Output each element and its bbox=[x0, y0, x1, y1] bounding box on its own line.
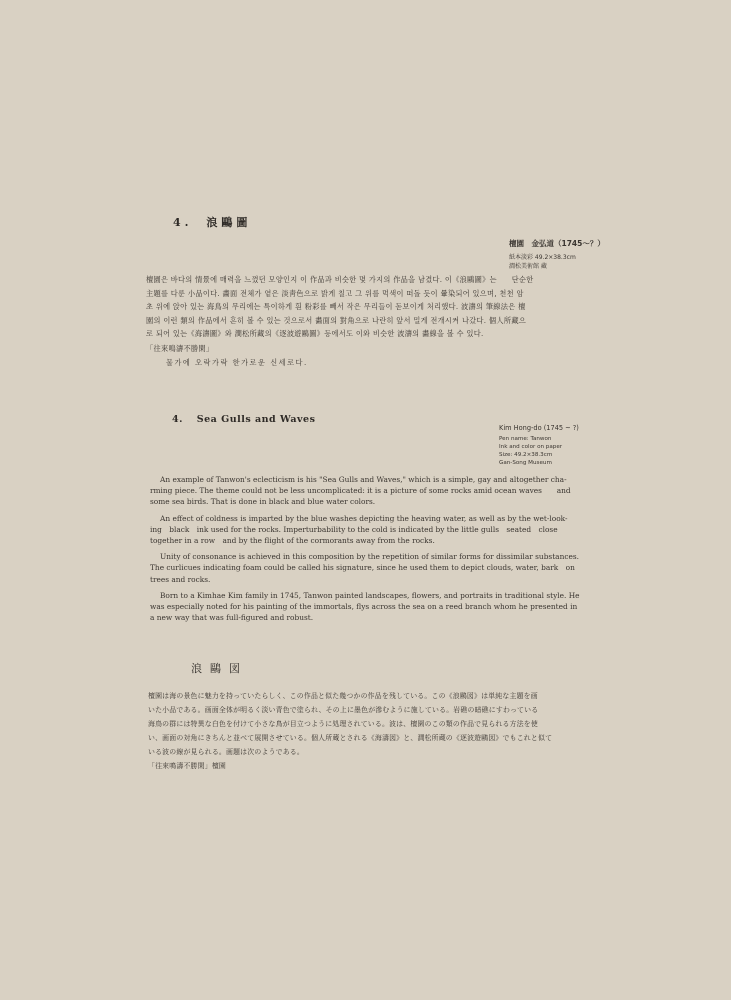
korean-meta bbox=[509, 238, 709, 270]
korean-inscription: 「往來鳴濤不勝閑」 bbox=[146, 343, 214, 353]
japanese-body-line: いる波の線が見られる。画題は次のようである。 bbox=[148, 748, 304, 756]
english-body bbox=[150, 474, 600, 623]
english-line: a new way that was full-figured and robust. bbox=[150, 613, 314, 623]
japanese-inscription: 「往來鳴濤不勝閑」檀園 bbox=[148, 762, 226, 770]
korean-medium-size: 紙本淡彩 49.2×38.3cm bbox=[509, 254, 576, 261]
english-paragraph bbox=[150, 513, 600, 547]
korean-number: 4. bbox=[173, 216, 193, 229]
english-penname: Pen name: Tanwon bbox=[499, 436, 552, 442]
japanese-title: 浪鷗図 bbox=[191, 662, 248, 675]
korean-artist: 檀園 金弘道（1745～？） bbox=[509, 239, 605, 248]
english-line: Born to a Kimhae Kim family in 1745, Tanwon painted landscapes, flowers, and portraits in traditional style. He bbox=[160, 590, 580, 600]
english-collection: Gan-Song Museum bbox=[499, 460, 552, 466]
japanese-body-line: いた小品である。画面全体が明るく淡い青色で塗られ、その上に墨色が滲むように施している。岩礁の暗礁にすわっている bbox=[148, 706, 539, 714]
korean-body-line: 主題를 다룬 小品이다. 畵面 전체가 옅은 淡靑色으로 밝게 칠고 그 위를 먹색이 떠돌 듯이 暈染되어 있으며, 천천 암 bbox=[146, 288, 524, 298]
english-line: some sea birds. That is done in black and blue water colors. bbox=[150, 497, 376, 507]
english-line: An effect of coldness is imparted by the blue washes depicting the heaving water, as well as by the wet-look- bbox=[160, 513, 568, 523]
english-line: An example of Tanwon's eclecticism is his "Sea Gulls and Waves," which is a simple, gay and altogether cha- bbox=[160, 475, 567, 484]
english-paragraph bbox=[150, 590, 600, 624]
english-line: The curlicues indicating foam could be called his signature, since he used them to depict clouds, water, bark on bbox=[150, 563, 575, 573]
japanese-body bbox=[148, 689, 598, 773]
english-number: 4. bbox=[172, 414, 183, 425]
korean-title: 浪鷗圖 bbox=[206, 216, 252, 229]
korean-body bbox=[146, 273, 596, 369]
korean-body-line: 檀園은 바다의 情景에 매력을 느꼈던 모양인지 이 作品과 비슷한 몇 가지의 作品을 남겼다. 이《浪鷗圖》는 단순한 bbox=[146, 275, 534, 284]
japanese-body-line: い、画面の対角にきちんと並べて展開させている。個人所蔵とされる《海濤図》と、澗松所蔵の《逐波遊鷗図》でもこれと似て bbox=[148, 734, 553, 742]
english-paragraph bbox=[150, 474, 600, 508]
english-line: was especially noted for his painting of the immortals, flys across the sea on a reed branch whom he presented in bbox=[150, 602, 578, 612]
english-line: ing black ink used for the rocks. Imperturbability to the cold is indicated by the little gulls seated close bbox=[150, 524, 558, 534]
english-paragraph bbox=[150, 551, 600, 585]
korean-body-line: 초 위에 앉아 있는 海鳥의 무리에는 특이하게 흰 粉彩를 빼서 작은 무리들이 돋보이게 처리했다. 波濤의 筆線法은 檀 bbox=[146, 302, 526, 312]
english-line: together in a row and by the flight of the cormorants away from the rocks. bbox=[150, 536, 435, 546]
japanese-body-line: 檀園は海の景色に魅力を持っていたらしく、この作品と似た幾つかの作品を残している。この《浪鷗図》は単純な主題を画 bbox=[148, 692, 538, 700]
english-line: Unity of consonance is achieved in this composition by the repetition of similar forms for dissimilar substances. bbox=[160, 552, 580, 562]
korean-body-line: 園의 이런 類의 作品에서 흔히 볼 수 있는 것으로서 畵面의 對角으로 나란히 앞서 밀게 전개시켜 나갔다. 個人所藏으 bbox=[146, 315, 527, 325]
english-line: rming piece. The theme could not be less uncomplicated: it is a picture of some rocks amid ocean waves and bbox=[150, 486, 571, 496]
english-artist: Kim Hong-do (1745 ~ ?) bbox=[499, 424, 579, 432]
english-heading bbox=[172, 414, 315, 425]
english-line: trees and rocks. bbox=[150, 574, 211, 584]
korean-collection: 澗松美術館 藏 bbox=[509, 263, 547, 270]
japanese-body-line: 海鳥の群には特異な白色を付けて小さな鳥が目立つように処理されている。波は、檀園のこの類の作品で見られる方法を使 bbox=[148, 720, 538, 728]
english-size: Size: 49.2×38.3cm bbox=[499, 452, 553, 458]
korean-inscription-translation: 물가에 오락가락 한가로운 신세로다. bbox=[166, 357, 308, 367]
korean-heading bbox=[173, 214, 251, 230]
english-title: Sea Gulls and Waves bbox=[196, 414, 316, 425]
english-meta bbox=[499, 424, 699, 467]
korean-body-line: 로 되어 있는《海濤圖》와 澗松所藏의《逐波遊鷗圖》등에서도 이와 비슷한 波濤의 畵線을 볼 수 있다. bbox=[146, 329, 484, 339]
english-medium: Ink and color on paper bbox=[499, 444, 563, 450]
